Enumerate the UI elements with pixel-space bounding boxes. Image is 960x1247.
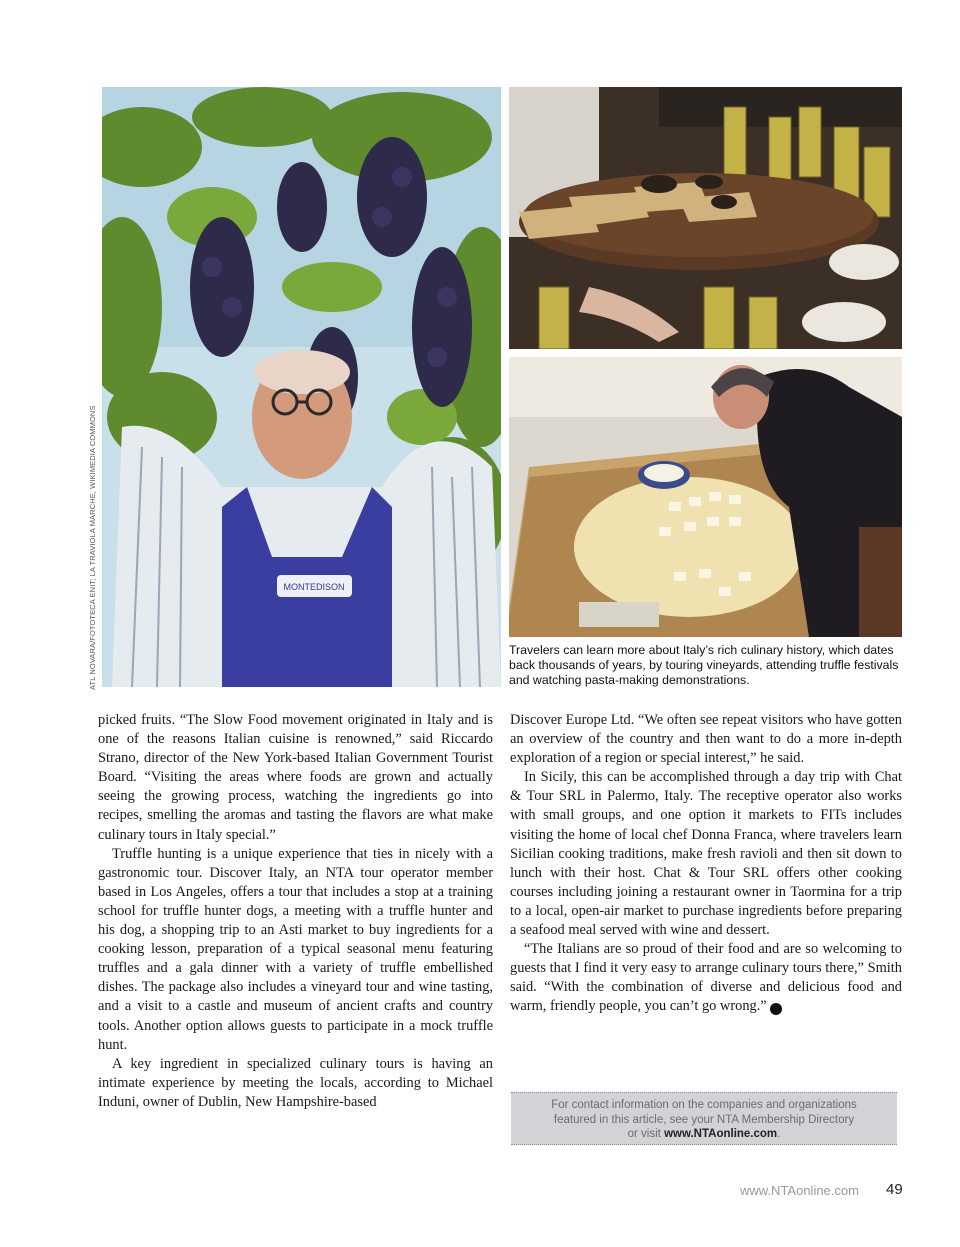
article-column-right [510, 711, 902, 1017]
pasta-making-image [509, 357, 902, 637]
contact-info-line [511, 1127, 897, 1142]
article-paragraph: Truffle hunting is a unique experience that ties in nicely with a gastronomic tour. Discover Italy, an NTA tour operator member based in Los Angeles, offers a tour that includes a stop at a training school for truffle hunter dogs, a meeting with a truffle hunter and his dog, a shopping trip to an Asti market to buy ingredients for a cooking lesson, preparation of a typical seasonal menu featuring truffles and a gala dinner with a variety of truffle embellished dishes. The package also includes a vineyard tour and wine tasting, and a visit to a castle and museum of ancient crafts and country tools. Another option allows guests to participate in a mock truffle hunt. [98, 845, 493, 1053]
contact-info-prefix: or visit [627, 1128, 665, 1140]
article-column-left [98, 711, 493, 1112]
photo-pasta-making [509, 357, 902, 637]
nta-website-link[interactable]: www.NTAonline.com [664, 1128, 778, 1140]
photo-credit: ATL NOVARA/FOTOTECA ENIT; LA TRAVIOLA MARCHE, WIKIMEDIA COMMONS [88, 405, 97, 690]
photo-caption: Travelers can learn more about Italy’s rich culinary history, which dates back thousands of years, by touring vineyards, attending truffle festivals and watching pasta-making demonstrations. [509, 643, 899, 687]
photo-truffle-tasting [509, 87, 902, 349]
contact-info-line: For contact information on the companies and organizations [551, 1099, 857, 1111]
photo-grape-harvest [102, 87, 501, 687]
article-paragraph: picked fruits. “The Slow Food movement originated in Italy and is one of the reasons Italian cuisine is renowned,” said Riccardo Strano, director of the New York-based Italian Government Tourist Board. “Visiting the areas where foods are grown and actually seeing the growing process, watching the ingredients go into recipes, smelling the aromas and tasting the flavors are what make culinary tours in Italy special.” [98, 712, 493, 843]
page-number: 49 [886, 1181, 903, 1198]
footer-website-link[interactable]: www.NTAonline.com [740, 1183, 859, 1198]
grape-harvest-image [102, 87, 501, 687]
contact-info-box [511, 1092, 897, 1145]
article-paragraph-text: “The Italians are so proud of their food and are so welcoming to guests that I find it very easy to arrange culinary tours there,” Smith said. “With the combination of diverse and delicious food and warm, friendly people, you can’t go wrong.” [510, 941, 902, 1015]
end-mark-icon: C [770, 1003, 782, 1015]
article-paragraph: A key ingredient in specialized culinary tours is having an intimate experience by meeting the locals, according to Michael Induni, owner of Dublin, New Hampshire-based [98, 1055, 493, 1110]
article-paragraph: In Sicily, this can be accomplished through a day trip with Chat & Tour SRL in Palermo, Italy. The receptive operator also works with small groups, and one option it markets to FITs includes visiting the home of local chef Donna Franca, where travelers learn Sicilian cooking traditions, make fresh ravioli and then sit down to lunch with their host. Chat & Tour SRL offers other cooking courses including joining a restaurant owner in Taormina for a trip to a local, open-air market to purchase ingredients before preparing a seafood meal served with wine and dessert. [510, 769, 902, 939]
truffle-tasting-image [509, 87, 902, 349]
apron-logo: MONTEDISON [283, 582, 345, 592]
article-paragraph: Discover Europe Ltd. “We often see repeat visitors who have gotten an overview of the country and then want to do a more in-depth exploration of a region or special interest,” he said. [510, 712, 902, 767]
contact-info-line: featured in this article, see your NTA Membership Directory [553, 1113, 855, 1126]
article-paragraph-last [510, 940, 902, 1016]
contact-info-suffix: . [777, 1128, 781, 1140]
